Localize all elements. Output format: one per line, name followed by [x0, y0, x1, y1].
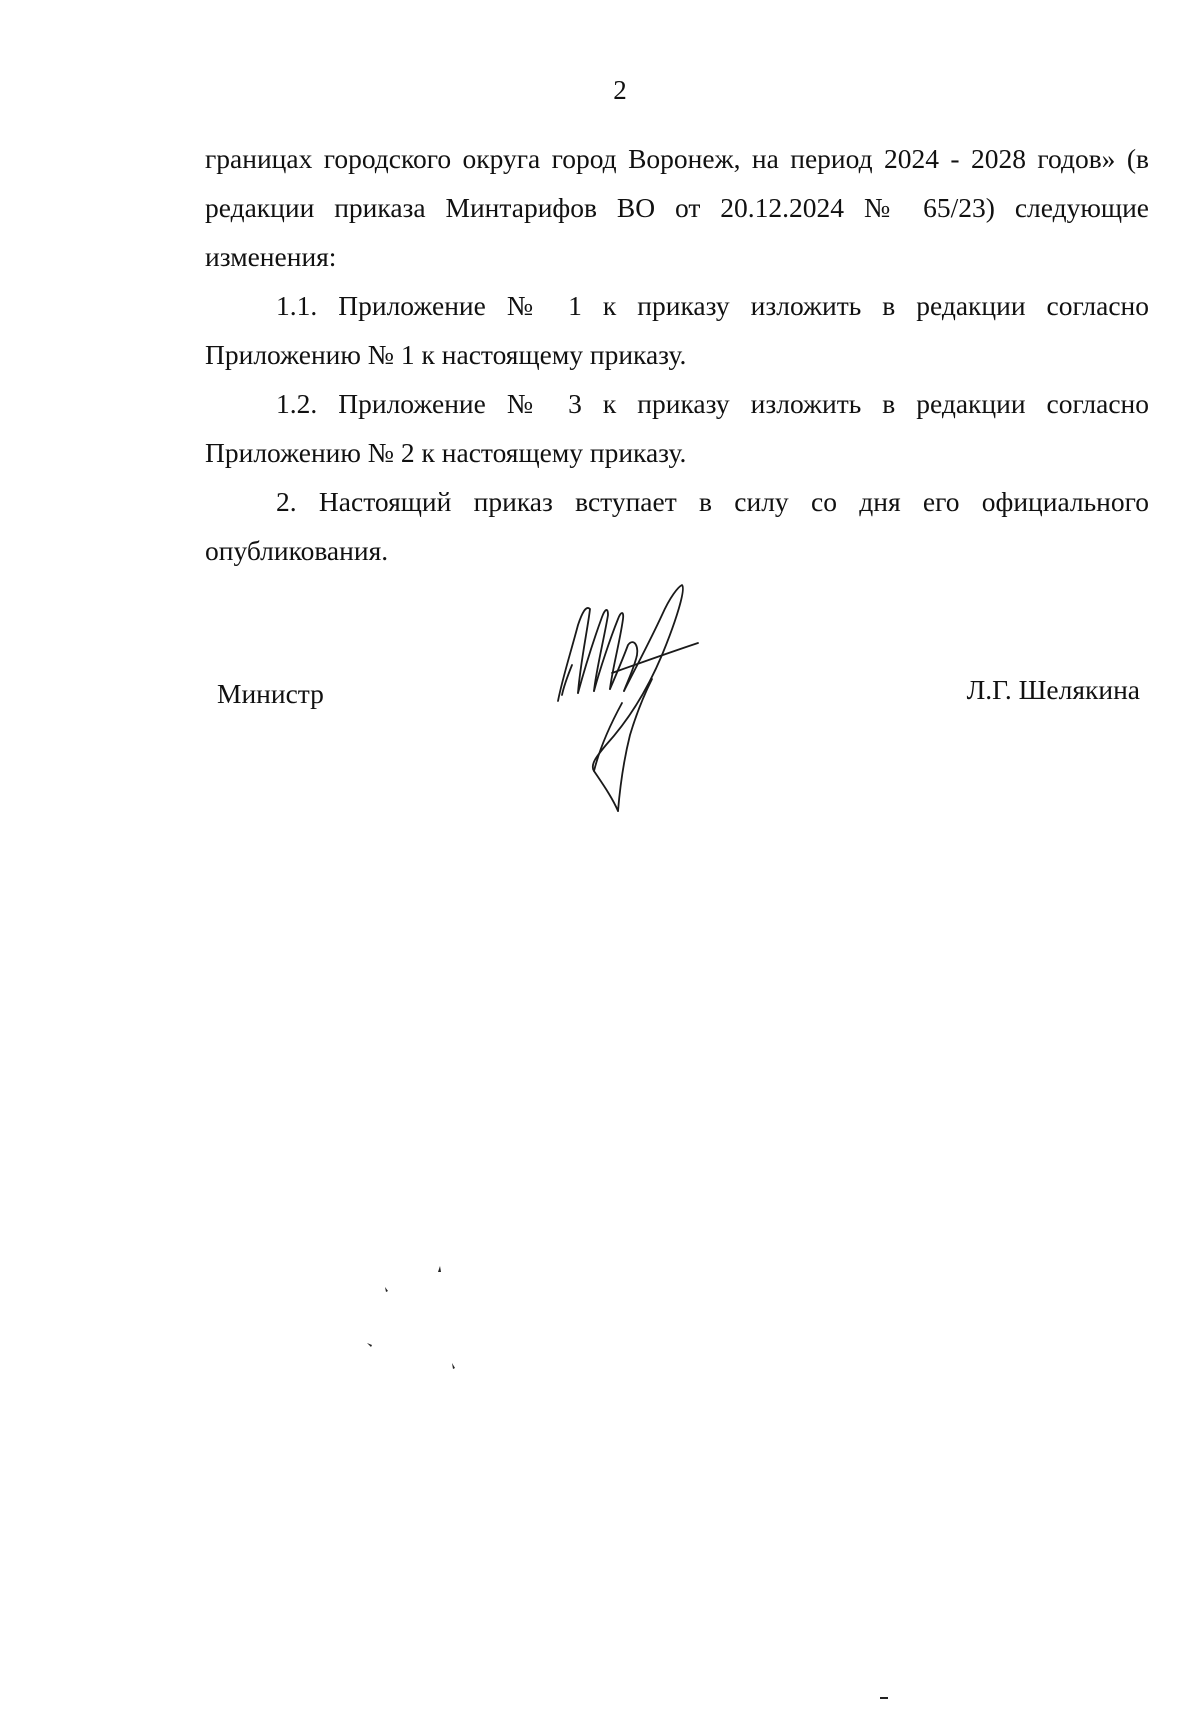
signatory-name: Л.Г. Шелякина [966, 674, 1140, 705]
page-number: 2 [613, 75, 627, 105]
paragraph-continuation: границах городского округа город Воронеж, на период 2024 - 2028 годов» (в редакции приказа Минтарифов ВО от 20.12.2024 № 65/23) следующие изменения: [205, 143, 1149, 272]
paragraph-item-2: 2. Настоящий приказ вступает в силу со дня его официального опубликования. [205, 486, 1149, 566]
handwritten-signature [550, 575, 710, 825]
document-body [205, 134, 1149, 575]
paragraph-item-1-2: 1.2. Приложение № 3 к приказу изложить в редакции согласно Приложению № 2 к настоящему приказу. [205, 388, 1149, 468]
paragraph-item-1-1: 1.1. Приложение № 1 к приказу изложить в редакции согласно Приложению № 1 к настоящему приказу. [205, 290, 1149, 370]
signatory-position: Министр [217, 678, 324, 709]
